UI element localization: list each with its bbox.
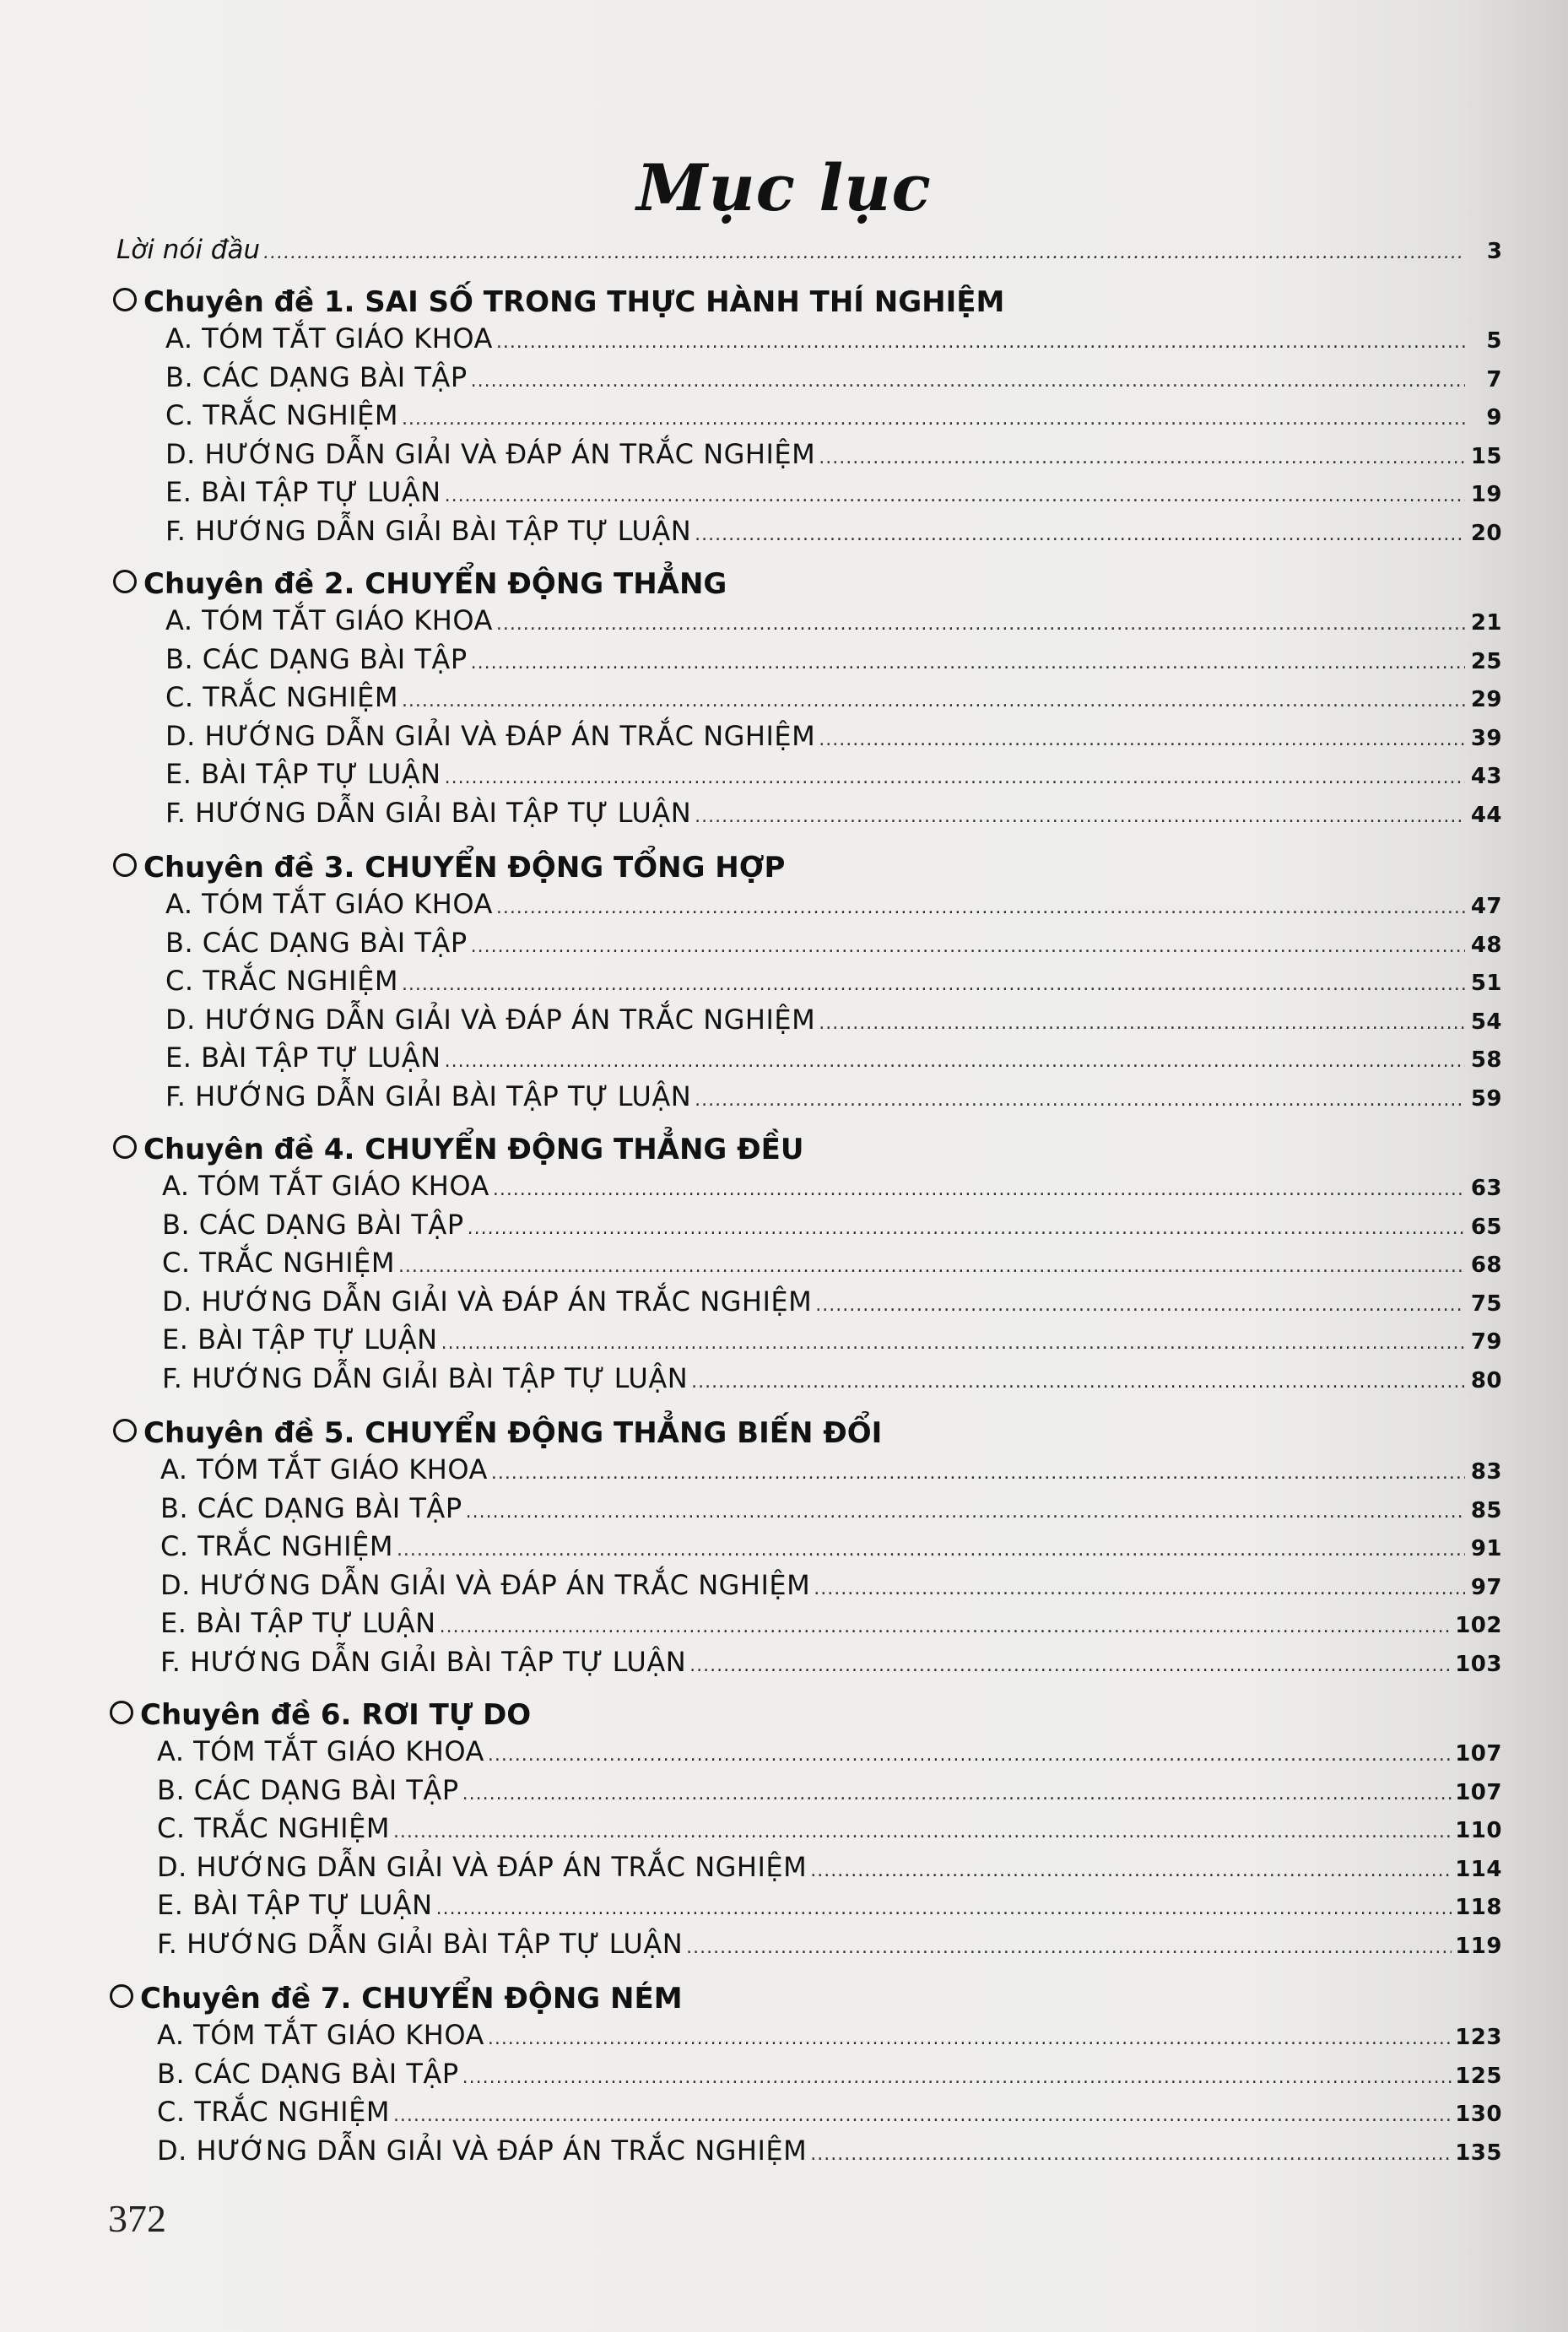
entry-label: F. HƯỚNG DẪN GIẢI BÀI TẬP TỰ LUẬN [165,796,692,829]
dot-leader [393,1821,1452,1842]
chapter-heading[interactable] [113,1133,804,1166]
dot-leader [493,1179,1465,1200]
entry-label: E. BÀI TẬP TỰ LUẬN [165,1042,441,1074]
page-number: 47 [1470,894,1502,919]
chapter-title: Chuyên đề 4. CHUYỂN ĐỘNG THẲNG ĐỀU [143,1133,804,1166]
page-number: 102 [1455,1613,1502,1638]
entry-label: C. TRẮC NGHIỆM [157,1812,390,1844]
dot-leader [445,485,1465,506]
toc-section-entry[interactable] [165,399,1502,431]
entry-label: C. TRẮC NGHIỆM [157,2096,390,2128]
toc-section-entry[interactable] [160,1646,1502,1678]
toc-section-entry[interactable] [165,720,1502,752]
dot-leader [488,2028,1452,2049]
page-number: 59 [1470,1085,1502,1112]
entry-label: C. TRẮC NGHIỆM [162,1247,395,1279]
dot-leader [462,1783,1452,1804]
toc-section-entry[interactable] [162,1362,1502,1394]
page-number: 5 [1486,328,1502,354]
entry-label: B. CÁC DẠNG BÀI TẬP [165,360,468,393]
dot-leader [814,1578,1465,1599]
entry-label: F. HƯỚNG DẪN GIẢI BÀI TẬP TỰ LUẬN [165,1079,692,1112]
chapter-heading[interactable] [113,567,727,601]
toc-section-entry[interactable] [160,1530,1502,1562]
page-number: 83 [1470,1459,1502,1485]
toc-section-entry[interactable] [162,1247,1502,1279]
bullet-circle-icon [110,1701,133,1724]
toc-section-entry[interactable] [165,888,1502,920]
entry-label: D. HƯỚNG DẪN GIẢI VÀ ĐÁP ÁN TRẮC NGHIỆM [165,437,816,470]
entry-label: A. TÓM TẮT GIÁO KHOA [160,1453,488,1485]
entry-label: A. TÓM TẮT GIÁO KHOA [165,604,493,636]
toc-section-entry[interactable] [165,1004,1502,1036]
page-number: 97 [1470,1574,1502,1600]
dot-leader [441,1333,1465,1354]
toc-section-entry[interactable] [157,2019,1502,2051]
dot-leader [397,1539,1465,1561]
dot-leader [468,1218,1465,1239]
page-number: 80 [1470,1367,1502,1393]
entry-label: D. HƯỚNG DẪN GIẢI VÀ ĐÁP ÁN TRẮC NGHIỆM [165,1003,816,1036]
bullet-circle-icon [110,1984,133,2008]
page-number: 19 [1470,482,1502,507]
chapter-heading[interactable] [110,1698,531,1732]
dot-leader [689,1655,1452,1676]
page-number: 107 [1455,1741,1502,1767]
entry-label: B. CÁC DẠNG BÀI TẬP [165,642,468,675]
dot-leader [496,332,1465,353]
dot-leader [402,690,1465,712]
entry-label: Lời nói đầu [116,235,261,265]
page-number: 21 [1470,610,1502,636]
page-number: 79 [1470,1329,1502,1355]
chapter-heading[interactable] [113,1416,882,1450]
entry-label: E. BÀI TẬP TỰ LUẬN [165,476,441,508]
dot-leader [810,2144,1452,2165]
bullet-circle-icon [113,1135,137,1159]
page-number: 125 [1455,2063,1502,2089]
toc-section-entry[interactable] [165,604,1502,636]
dot-leader [402,974,1465,995]
chapter-heading[interactable] [113,285,1004,319]
toc-section-entry[interactable] [162,1323,1502,1355]
dot-leader [393,2105,1452,2126]
dot-leader [819,447,1465,468]
dot-leader [496,897,1465,918]
dot-leader [496,614,1465,635]
dot-leader [815,1295,1465,1316]
dot-leader [471,371,1465,392]
toc-section-entry[interactable] [157,1735,1502,1767]
page-number: 91 [1470,1536,1502,1561]
dot-leader [471,936,1465,957]
entry-label: C. TRẮC NGHIỆM [160,1530,393,1562]
chapter-title: Chuyên đề 5. CHUYỂN ĐỘNG THẲNG BIẾN ĐỔI [143,1416,883,1450]
dot-leader [445,1051,1465,1072]
dot-leader [445,767,1465,788]
entry-label: C. TRẮC NGHIỆM [165,681,398,713]
dot-leader [466,1501,1465,1523]
toc-section-entry[interactable] [162,1170,1502,1202]
page-number: 68 [1470,1253,1502,1278]
toc-section-entry[interactable] [165,927,1502,959]
toc-section-entry[interactable] [165,1042,1502,1074]
toc-section-entry[interactable] [165,361,1502,393]
chapter-title: Chuyên đề 6. RƠI TỰ DO [140,1698,532,1732]
dot-leader [695,524,1465,545]
folio-page-number: 372 [108,2197,166,2240]
entry-label: D. HƯỚNG DẪN GIẢI VÀ ĐÁP ÁN TRẮC NGHIỆM [162,1285,813,1317]
entry-label: E. BÀI TẬP TỰ LUẬN [157,1889,433,1921]
entry-label: D. HƯỚNG DẪN GIẢI VÀ ĐÁP ÁN TRẮC NGHIỆM [157,2134,808,2167]
entry-label: F. HƯỚNG DẪN GIẢI BÀI TẬP TỰ LUẬN [165,514,692,547]
entry-label: A. TÓM TẮT GIÁO KHOA [162,1170,489,1202]
toc-section-entry[interactable] [157,1851,1502,1883]
page-number: 65 [1470,1214,1502,1240]
toc-section-entry[interactable] [165,1080,1502,1112]
entry-label: D. HƯỚNG DẪN GIẢI VÀ ĐÁP ÁN TRẮC NGHIỆM [160,1568,811,1601]
dot-leader [263,242,1465,263]
page-number: 15 [1470,443,1502,469]
dot-leader [819,1013,1465,1034]
entry-label: B. CÁC DẠNG BÀI TẬP [160,1491,462,1524]
dot-leader [462,2067,1452,2088]
entry-label: E. BÀI TẬP TỰ LUẬN [165,758,441,790]
page-number: 54 [1470,1009,1502,1035]
entry-label: F. HƯỚNG DẪN GIẢI BÀI TẬP TỰ LUẬN [157,1927,684,1960]
dot-leader [695,806,1465,827]
entry-label: E. BÀI TẬP TỰ LUẬN [160,1607,436,1639]
toc-section-entry[interactable] [165,643,1502,675]
entry-label: B. CÁC DẠNG BÀI TẬP [157,1773,459,1806]
dot-leader [695,1090,1465,1111]
toc-section-entry[interactable] [165,758,1502,790]
page-number: 75 [1470,1290,1502,1317]
toc-section-entry[interactable] [165,681,1502,713]
dot-leader [402,409,1465,430]
entry-label: C. TRẮC NGHIỆM [165,965,398,997]
page-number: 39 [1470,725,1502,751]
page-number: 29 [1470,687,1502,712]
toc-section-entry[interactable] [165,322,1502,354]
toc-section-entry[interactable] [165,965,1502,997]
page-number: 123 [1455,2025,1502,2050]
page-number: 110 [1455,1818,1502,1843]
chapter-title: Chuyên đề 7. CHUYỂN ĐỘNG NÉM [140,1982,683,2015]
dot-leader [491,1463,1465,1484]
page-title: Mục lục [636,150,932,225]
page-number: 3 [1486,239,1502,264]
entry-label: D. HƯỚNG DẪN GIẢI VÀ ĐÁP ÁN TRẮC NGHIỆM [165,719,816,752]
bullet-circle-icon [113,288,137,311]
toc-section-entry[interactable] [162,1285,1502,1317]
entry-label: B. CÁC DẠNG BÀI TẬP [162,1208,464,1241]
toc-section-entry[interactable] [157,1774,1502,1806]
chapter-title: Chuyên đề 2. CHUYỂN ĐỘNG THẲNG [143,567,727,601]
entry-label: F. HƯỚNG DẪN GIẢI BÀI TẬP TỰ LUẬN [162,1361,689,1394]
toc-section-entry[interactable] [160,1607,1502,1639]
toc-intro-entry[interactable] [116,235,1502,265]
toc-section-entry[interactable] [157,2058,1502,2090]
dot-leader [488,1745,1452,1766]
page-number: 135 [1455,2140,1502,2166]
toc-section-entry[interactable] [157,1889,1502,1921]
page-number: 48 [1470,932,1502,958]
toc-section-entry[interactable] [165,797,1502,829]
bullet-circle-icon [113,853,137,877]
page-number: 9 [1486,405,1502,430]
entry-label: A. TÓM TẮT GIÁO KHOA [165,888,493,920]
page-number: 43 [1470,764,1502,789]
page-number: 63 [1470,1176,1502,1201]
page-number: 118 [1455,1895,1502,1920]
toc-section-entry[interactable] [160,1492,1502,1524]
page-number: 20 [1470,520,1502,546]
toc-section-entry[interactable] [162,1209,1502,1241]
toc-section-entry[interactable] [160,1453,1502,1485]
toc-section-entry[interactable] [157,2096,1502,2128]
page-number: 85 [1470,1497,1502,1523]
entry-label: A. TÓM TẮT GIÁO KHOA [157,1735,484,1767]
entry-label: C. TRẮC NGHIỆM [165,399,398,431]
page-number: 103 [1455,1651,1502,1677]
toc-section-entry[interactable] [157,2135,1502,2167]
page-number: 119 [1455,1933,1502,1959]
page-number: 58 [1470,1047,1502,1073]
chapter-heading[interactable] [110,1982,683,2015]
toc-section-entry[interactable] [165,515,1502,547]
dot-leader [691,1372,1465,1393]
entry-label: A. TÓM TẮT GIÁO KHOA [165,322,493,354]
page-number: 130 [1455,2102,1502,2127]
entry-label: A. TÓM TẮT GIÁO KHOA [157,2019,484,2051]
page-number: 107 [1455,1779,1502,1805]
bullet-circle-icon [113,1419,137,1442]
page-number: 114 [1455,1856,1502,1882]
toc-section-entry[interactable] [165,438,1502,470]
bullet-circle-icon [113,570,137,593]
chapter-heading[interactable] [113,851,785,885]
page-number: 25 [1470,648,1502,674]
entry-label: D. HƯỚNG DẪN GIẢI VÀ ĐÁP ÁN TRẮC NGHIỆM [157,1850,808,1883]
dot-leader [819,729,1465,750]
entry-label: B. CÁC DẠNG BÀI TẬP [165,926,468,959]
page-number: 44 [1470,802,1502,828]
toc-section-entry[interactable] [160,1569,1502,1601]
dot-leader [686,1937,1452,1958]
dot-leader [471,652,1465,674]
toc-section-entry[interactable] [165,476,1502,508]
entry-label: E. BÀI TẬP TỰ LUẬN [162,1323,438,1355]
toc-section-entry[interactable] [157,1812,1502,1844]
chapter-title: Chuyên đề 1. SAI SỐ TRONG THỰC HÀNH THÍ NGHIỆM [143,285,1005,319]
entry-label: B. CÁC DẠNG BÀI TẬP [157,2057,459,2090]
dot-leader [440,1616,1452,1637]
page-number: 7 [1486,366,1502,392]
page-number: 51 [1470,971,1502,996]
dot-leader [398,1256,1465,1277]
chapter-title: Chuyên đề 3. CHUYỂN ĐỘNG TỔNG HỢP [143,851,786,885]
toc-section-entry[interactable] [157,1928,1502,1960]
entry-label: F. HƯỚNG DẪN GIẢI BÀI TẬP TỰ LUẬN [160,1645,687,1678]
dot-leader [810,1860,1452,1881]
dot-leader [436,1898,1452,1919]
